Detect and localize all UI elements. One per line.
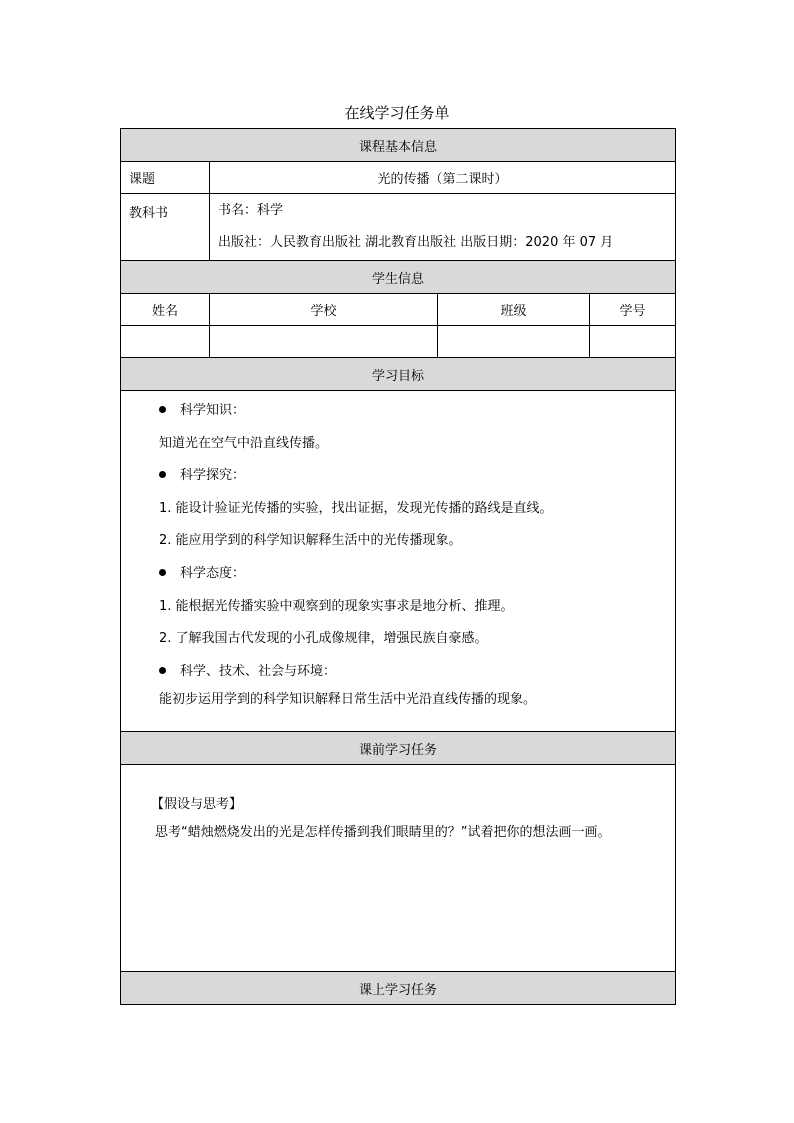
sts-text: 能初步运用学到的科学知识解释日常生活中光沿直线传播的现象。 [159,692,537,708]
publisher-info: 出版社：人民教育出版社 湖北教育出版社 出版日期：2020 年 07 月 [218,235,614,250]
bullet-icon [159,406,166,413]
class-column-label: 班级 [438,294,590,326]
pre-class-row [121,765,676,972]
pre-class-task-content[interactable] [121,765,676,972]
learning-goals-content [121,391,676,732]
knowledge-text: 知道光在空气中沿直线传播。 [159,435,329,451]
inquiry-heading-text: 科学探究： [180,468,246,484]
bullet-icon [159,667,166,674]
book-name: 书名：科学 [218,203,284,218]
topic-row [121,162,676,194]
inquiry-item-1: 1. 能设计验证光传播的实验，找出证据，发现光传播的路线是直线。 [159,500,553,516]
thinking-question: 思考“蜡烛燃烧发出的光是怎样传播到我们眼睛里的？”试着把你的想法画一画。 [155,825,611,840]
student-columns-row [121,294,676,326]
textbook-label: 教科书 [121,194,210,261]
inquiry-item-2: 2. 能应用学到的科学知识解释生活中的光传播现象。 [159,533,462,549]
pre-class-task-header: 课前学习任务 [121,732,676,765]
document-title: 在线学习任务单 [344,104,450,122]
school-column-label: 学校 [210,294,438,326]
in-class-header-row [121,972,676,1005]
student-info-header: 学生信息 [121,261,676,294]
student-id-cell[interactable] [590,326,676,358]
bullet-icon [159,569,166,576]
task-sheet-table [120,128,676,1005]
sts-heading-text: 科学、技术、社会与环境： [180,663,337,679]
bullet-icon [159,471,166,478]
attitude-item-2: 2. 了解我国古代发现的小孔成像规律，增强民族自豪感。 [159,631,488,647]
goals-header-row [121,358,676,391]
textbook-row [121,194,676,261]
inquiry-heading [121,460,675,493]
topic-value: 光的传播（第二课时） [210,162,676,194]
attitude-heading-text: 科学态度： [180,565,246,581]
in-class-task-header: 课上学习任务 [121,972,676,1005]
knowledge-heading [121,395,675,428]
name-cell[interactable] [121,326,210,358]
name-column-label: 姓名 [121,294,210,326]
attitude-item-1: 1. 能根据光传播实验中观察到的现象实事求是地分析、推理。 [159,598,514,614]
course-info-header-row [121,129,676,162]
hypothesis-subheading: 【假设与思考】 [151,797,243,812]
student-input-row [121,326,676,358]
goals-row [121,391,676,732]
school-cell[interactable] [210,326,438,358]
attitude-heading [121,558,675,591]
class-cell[interactable] [438,326,590,358]
learning-goals-header: 学习目标 [121,358,676,391]
student-id-column-label: 学号 [590,294,676,326]
student-info-header-row [121,261,676,294]
knowledge-heading-text: 科学知识： [180,403,246,418]
pre-class-header-row [121,732,676,765]
sts-heading [121,656,675,689]
topic-label: 课题 [121,162,210,194]
course-info-header: 课程基本信息 [121,129,676,162]
